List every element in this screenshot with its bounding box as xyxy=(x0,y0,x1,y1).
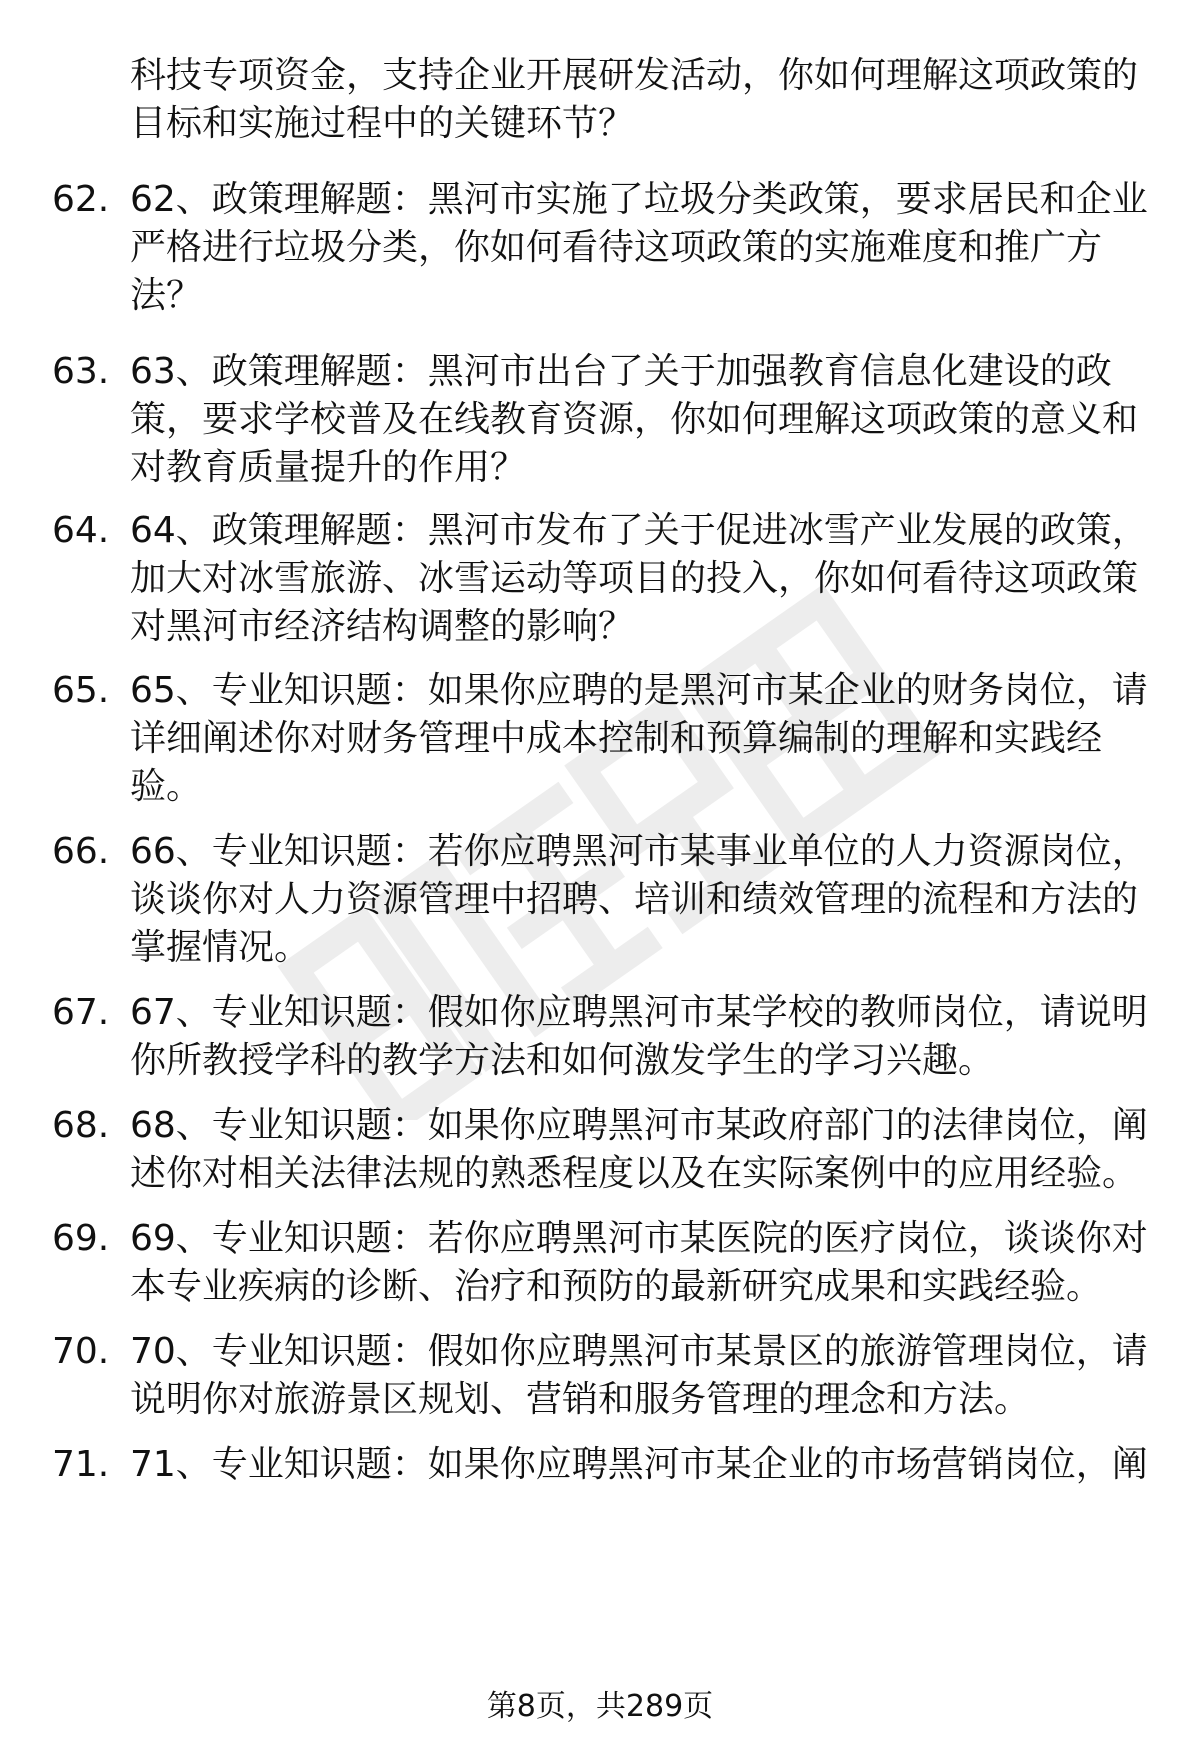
item-text: 63、政策理解题：黑河市出台了关于加强教育信息化建设的政策，要求学校普及在线教育资源，你如何理解这项政策的意义和对教育质量提升的作用？ xyxy=(130,351,1139,488)
page-footer: 第8页，共289页 xyxy=(486,1689,714,1724)
item-text: 67、专业知识题：假如你应聘黑河市某学校的教师岗位，请说明你所教授学科的教学方法和如何激发学生的学习兴趣。 xyxy=(130,992,1148,1081)
item-number: 62. xyxy=(52,179,110,220)
item-number: 70. xyxy=(52,1331,110,1372)
item-number: 69. xyxy=(52,1218,110,1259)
item-text: 66、专业知识题：若你应聘黑河市某事业单位的人力资源岗位，谈谈你对人力资源管理中招聘、培训和绩效管理的流程和方法的掌握情况。 xyxy=(130,831,1148,968)
item-text: 69、专业知识题：若你应聘黑河市某医院的医疗岗位，谈谈你对本专业疾病的诊断、治疗和预防的最新研究成果和实践经验。 xyxy=(130,1218,1148,1307)
item-number: 67. xyxy=(52,992,110,1033)
item-number: 68. xyxy=(52,1105,110,1146)
item-number: 66. xyxy=(52,831,110,872)
item-number: 64. xyxy=(52,510,110,551)
item-text: 62、政策理解题：黑河市实施了垃圾分类政策，要求居民和企业严格进行垃圾分类，你如何看待这项政策的实施难度和推广方法？ xyxy=(130,179,1148,316)
item-text: 68、专业知识题：如果你应聘黑河市某政府部门的法律岗位，阐述你对相关法律法规的熟悉程度以及在实际案例中的应用经验。 xyxy=(130,1105,1148,1194)
item-text: 70、专业知识题：假如你应聘黑河市某景区的旅游管理岗位，请说明你对旅游景区规划、营销和服务管理的理念和方法。 xyxy=(130,1331,1148,1420)
item-number: 65. xyxy=(52,670,110,711)
item-number: 71. xyxy=(52,1444,110,1485)
item-text: 65、专业知识题：如果你应聘的是黑河市某企业的财务岗位，请详细阐述你对财务管理中成本控制和预算编制的理解和实践经验。 xyxy=(130,670,1148,807)
item-number: 63. xyxy=(52,351,110,392)
continuation-paragraph: 科技专项资金，支持企业开展研发活动，你如何理解这项政策的目标和实施过程中的关键环节？ xyxy=(130,55,1139,144)
item-text: 71、专业知识题：如果你应聘黑河市某企业的市场营销岗位，阐 xyxy=(130,1444,1148,1485)
item-text: 64、政策理解题：黑河市发布了关于促进冰雪产业发展的政策，加大对冰雪旅游、冰雪运动等项目的投入，你如何看待这项政策对黑河市经济结构调整的影响？ xyxy=(130,510,1148,647)
